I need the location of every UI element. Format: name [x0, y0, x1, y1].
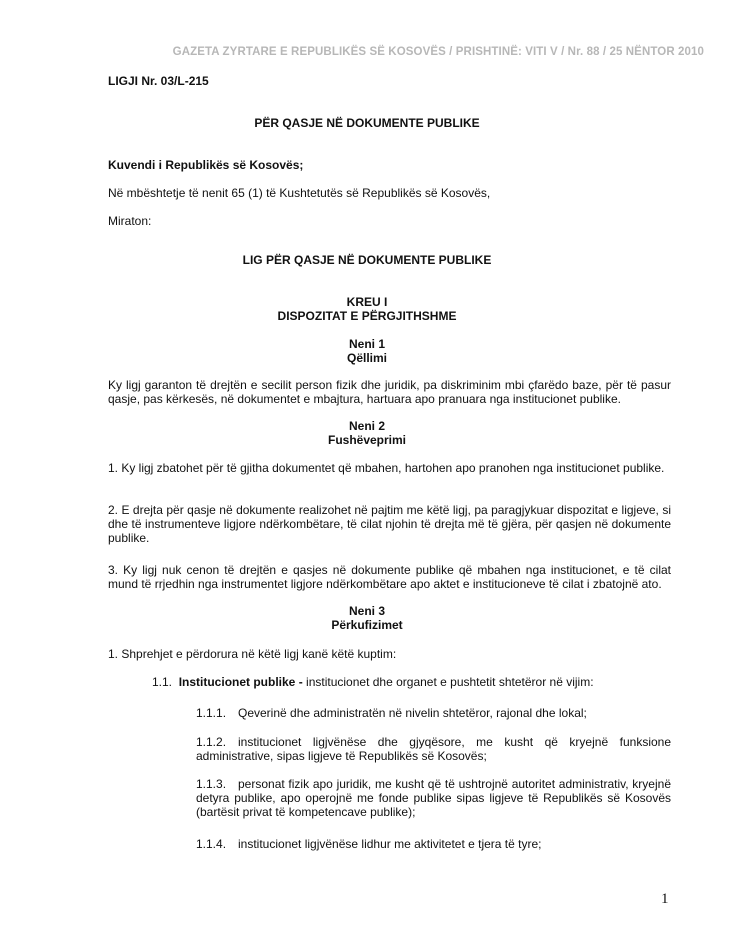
- definition-1-1: [152, 675, 671, 689]
- item-number: 1.1.4.: [196, 837, 227, 851]
- chapter-number: KREU I: [346, 295, 388, 309]
- article-1-name: Qëllimi: [346, 351, 387, 365]
- adopts-label: Miraton:: [108, 214, 152, 228]
- item-text: institucionet ligjvënëse dhe gjyqësore, me kusht që kryejnë funksione administrative, sipas ligjeve të Republikës së Kosovës;: [196, 735, 671, 763]
- item-number: 1.1.2.: [196, 735, 227, 749]
- chapter-name: DISPOZITAT E PËRGJITHSHME: [277, 309, 457, 323]
- article-1-paragraph: Ky ligj garanton të drejtën e secilit person fizik dhe juridik, pa diskriminim mbi çfarëdo baze, për të pasur qasje, pas kërkesës, në dokumentet e mbajtura, hartuara apo pranuara nga institucionet publike.: [108, 378, 671, 406]
- law-number: LIGJI Nr. 03/L-215: [108, 74, 209, 88]
- article-1-number: Neni 1: [348, 337, 385, 351]
- item-number: 1.1.1.: [196, 706, 227, 720]
- definition-1-1-2: [196, 735, 671, 763]
- page-number: 1: [661, 891, 669, 907]
- item-text: Qeverinë dhe administratën në nivelin shtetëror, rajonal dhe lokal;: [238, 706, 587, 720]
- legal-basis: Në mbështetje të nenit 65 (1) të Kushtetutës së Republikës së Kosovës,: [108, 186, 491, 200]
- definition-1-1-4: [196, 837, 671, 851]
- definition-1-1-number: 1.1.: [152, 675, 173, 689]
- item-text: institucionet ligjvënëse lidhur me aktivitetet e tjera të tyre;: [238, 837, 542, 851]
- item-number: 1.1.3.: [196, 777, 227, 791]
- gazette-header: GAZETA ZYRTARE E REPUBLIKËS SË KOSOVËS / PRISHTINË: VITI V / Nr. 88 / 25 NËNTOR 2010: [172, 46, 704, 58]
- article-2-paragraph-2: 2. E drejta për qasje në dokumente realizohet në pajtim me këtë ligj, pa paragjykuar dispozitat e ligjeve, si dhe të instrumenteve ligjore ndërkombëtare, të cilat njohin të drejta më të gjëra, për qasjen në dokumente publike.: [108, 503, 671, 545]
- law-subject-title: PËR QASJE NË DOKUMENTE PUBLIKE: [254, 116, 480, 130]
- article-2-number: Neni 2: [348, 419, 385, 433]
- definition-1-1-3: [196, 777, 671, 819]
- article-2-paragraph-1: 1. Ky ligj zbatohet për të gjitha dokumentet që mbahen, hartohen apo pranohen nga institucionet publike.: [108, 461, 665, 475]
- article-3-intro: 1. Shprehjet e përdorura në këtë ligj kanë këtë kuptim:: [108, 647, 397, 661]
- definition-1-1-text: institucionet dhe organet e pushtetit shtetëror në vijim:: [306, 675, 594, 689]
- article-3-number: Neni 3: [348, 604, 385, 618]
- article-3-name: Përkufizimet: [331, 618, 403, 632]
- article-2-name: Fushëveprimi: [327, 433, 407, 447]
- definition-1-1-1: [196, 706, 671, 720]
- law-title: LIG PËR QASJE NË DOKUMENTE PUBLIKE: [242, 253, 492, 267]
- article-2-paragraph-3: 3. Ky ligj nuk cenon të drejtën e qasjes në dokumente publike që mbahen nga institucionet, e të cilat mund të rrjedhin nga instrumentet ligjore ndërkombëtare apo aktet e institucioneve të cilat i zbatojnë ato.: [108, 563, 671, 591]
- assembly-name: Kuvendi i Republikës së Kosovës;: [108, 158, 304, 172]
- item-text: personat fizik apo juridik, me kusht që të ushtrojnë autoritet administrativ, kryejnë detyra publike, apo operojnë me fonde publike sipas ligjeve të Republikës së Kosovës (bartësit privat të kompetencave publike);: [196, 777, 671, 819]
- definition-1-1-term: Institucionet publike -: [178, 675, 303, 689]
